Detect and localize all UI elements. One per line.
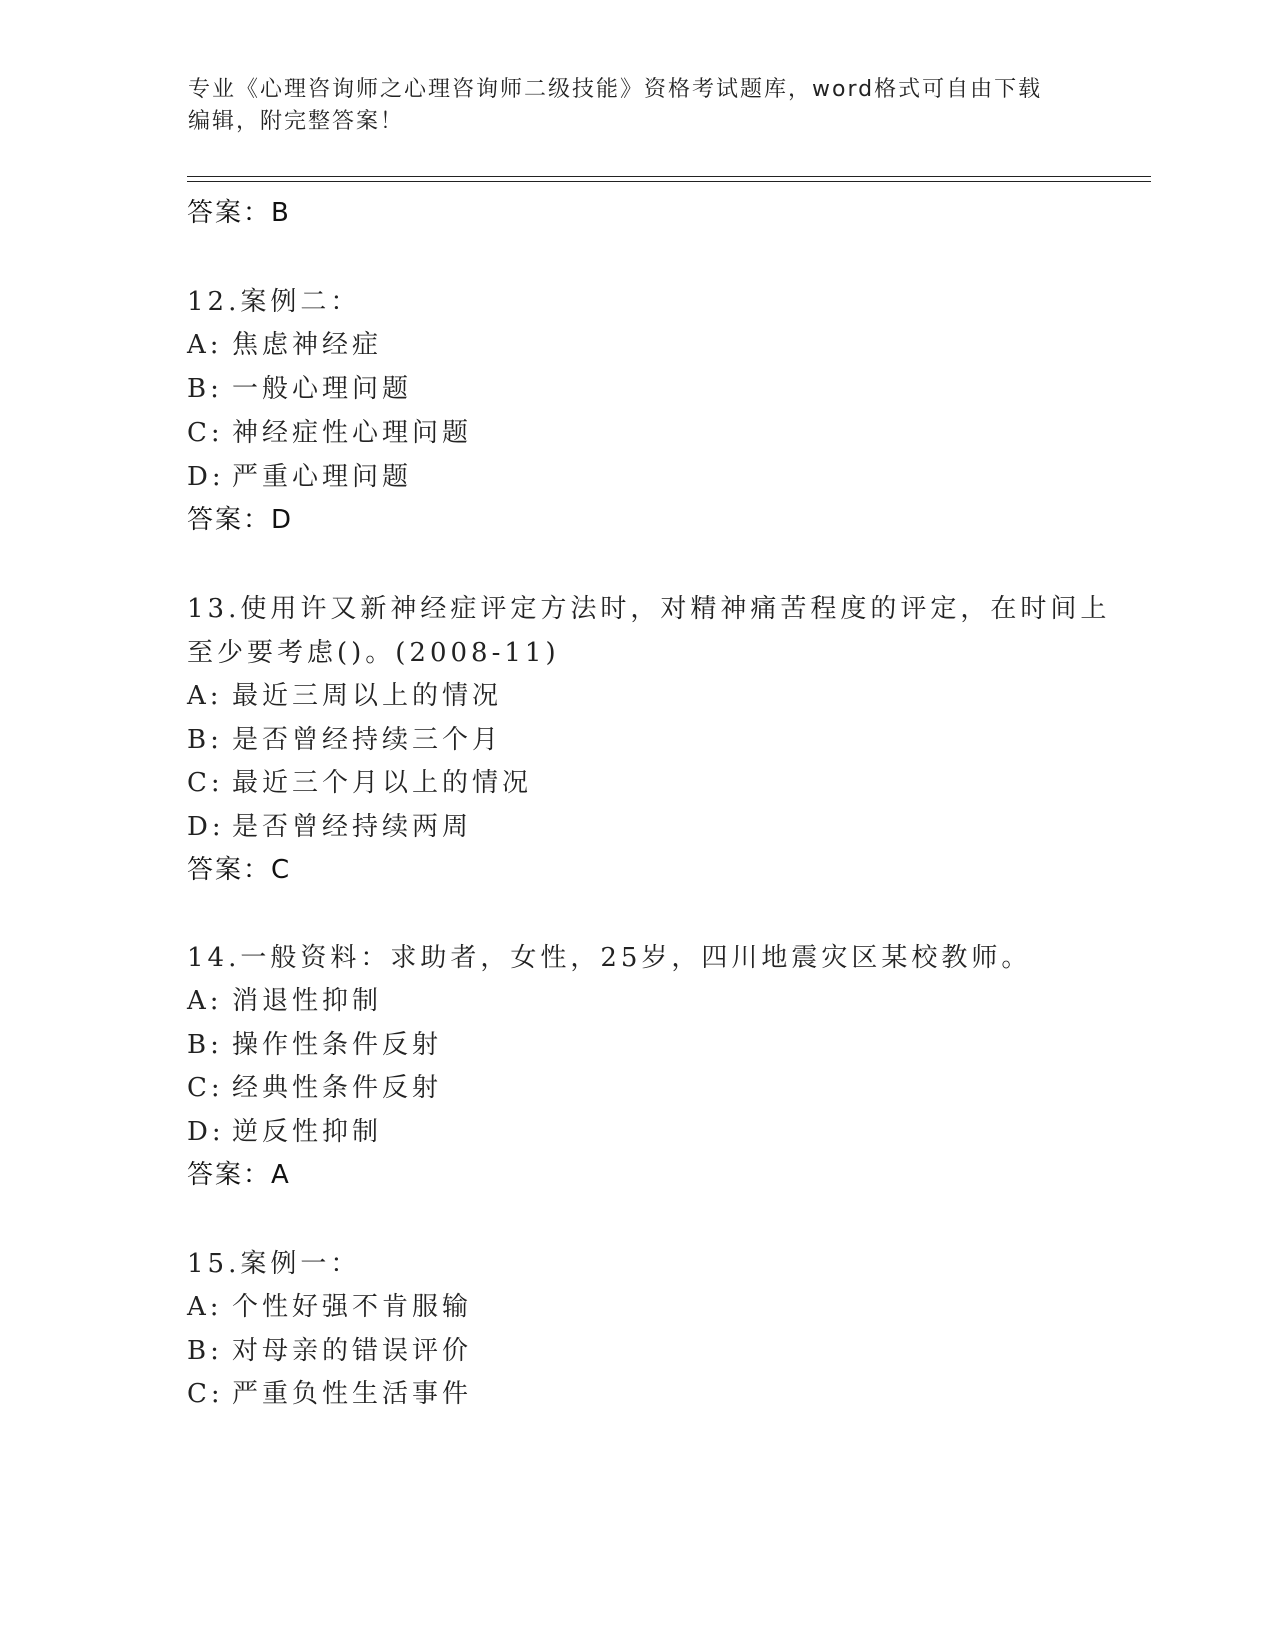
question-12-option-c [187, 412, 472, 449]
question-13-stem-line-2: 至少要考虑()。(2008-11) [187, 638, 560, 668]
header-line-2: 编辑，附完整答案！ [188, 109, 405, 134]
answer-q14: 答案：A [187, 1160, 291, 1190]
question-12-option-a [187, 324, 382, 361]
option-text: 最近三周以上的情况 [232, 681, 503, 711]
question-15-stem: 15.案例一： [187, 1249, 361, 1279]
option-key: B: [187, 725, 223, 755]
option-key: B: [187, 374, 223, 404]
question-15-option-b [187, 1330, 472, 1367]
option-key: B: [187, 1336, 223, 1366]
option-key: B: [187, 1030, 223, 1060]
question-14-option-a [187, 980, 382, 1017]
option-text: 严重心理问题 [232, 462, 413, 492]
question-13-option-b [187, 719, 502, 756]
question-15-option-c [187, 1373, 472, 1410]
question-12-option-b [187, 368, 412, 405]
question-13-stem-line-1: 13.使用许又新神经症评定方法时，对精神痛苦程度的评定，在时间上 [187, 594, 1111, 624]
option-text: 经典性条件反射 [232, 1073, 443, 1103]
option-text: 对母亲的错误评价 [232, 1336, 473, 1366]
question-14-stem: 14.一般资料：求助者，女性，25岁，四川地震灾区某校教师。 [187, 943, 1032, 973]
answer-q12: 答案：D [187, 505, 294, 535]
option-key: C: [187, 1379, 224, 1409]
option-text: 最近三个月以上的情况 [232, 768, 533, 798]
header-line-1: 专业《心理咨询师之心理咨询师二级技能》资格考试题库，word格式可自由下载 [188, 77, 1043, 102]
header-divider-bottom [187, 181, 1151, 182]
option-text: 严重负性生活事件 [232, 1379, 473, 1409]
option-text: 个性好强不肯服输 [232, 1292, 473, 1322]
option-key: A: [187, 1292, 223, 1322]
option-text: 神经症性心理问题 [232, 418, 473, 448]
answer-q13: 答案：C [187, 855, 292, 885]
option-key: A: [187, 330, 223, 360]
question-15-option-a [187, 1286, 472, 1323]
header-divider-top [187, 176, 1151, 177]
question-13-option-a [187, 675, 502, 712]
option-key: D: [187, 462, 225, 492]
option-key: C: [187, 768, 224, 798]
option-key: A: [187, 681, 223, 711]
option-text: 是否曾经持续两周 [232, 812, 473, 842]
option-text: 消退性抑制 [232, 986, 383, 1016]
question-12-option-d [187, 456, 412, 493]
question-13-option-d [187, 806, 472, 843]
document-header [188, 74, 1068, 138]
option-text: 操作性条件反射 [232, 1030, 443, 1060]
option-text: 一般心理问题 [232, 374, 413, 404]
question-14-option-b [187, 1024, 442, 1061]
option-text: 是否曾经持续三个月 [232, 725, 503, 755]
option-key: D: [187, 1117, 225, 1147]
question-12-stem: 12.案例二： [187, 287, 361, 317]
option-text: 焦虑神经症 [232, 330, 383, 360]
option-key: C: [187, 1073, 224, 1103]
question-13-option-c [187, 762, 532, 799]
question-14-option-d [187, 1111, 382, 1148]
answer-q11: 答案：B [187, 198, 291, 228]
option-text: 逆反性抑制 [232, 1117, 383, 1147]
option-key: D: [187, 812, 225, 842]
option-key: A: [187, 986, 223, 1016]
option-key: C: [187, 418, 224, 448]
question-14-option-c [187, 1067, 442, 1104]
